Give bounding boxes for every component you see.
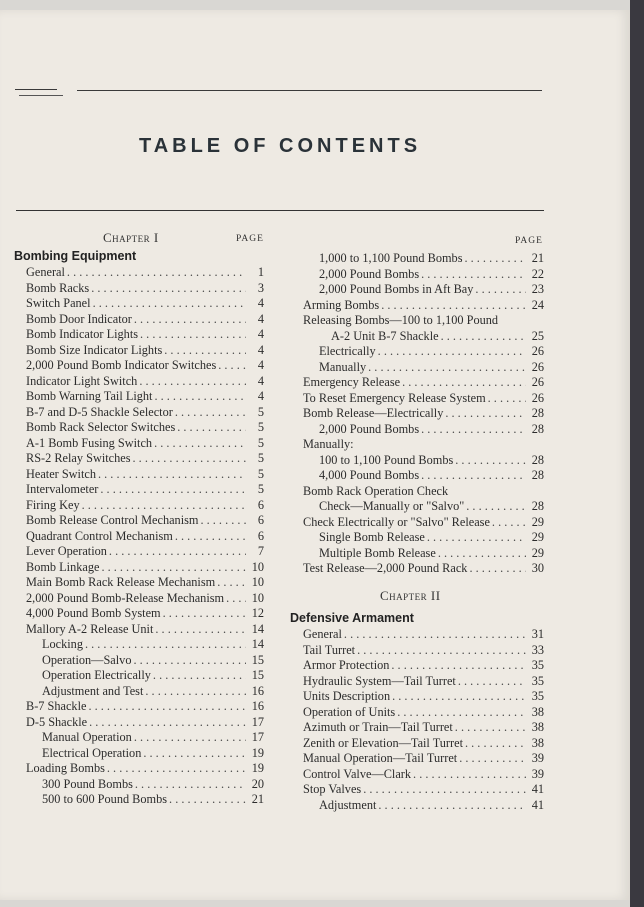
dot-leader: [135, 777, 246, 793]
section-heading: Bombing Equipment: [14, 249, 137, 263]
dot-leader: [143, 746, 246, 762]
toc-entry: [303, 515, 544, 531]
toc-entry: [26, 699, 264, 715]
toc-entry: [303, 546, 544, 562]
divider-rule: [16, 210, 544, 211]
dot-leader: [455, 453, 526, 469]
dot-leader: [169, 792, 246, 808]
toc-entry-title: 2,000 Pound Bombs in Aft Bay: [319, 282, 474, 296]
toc-entry: [26, 746, 264, 762]
toc-entry-title: Test Release—2,000 Pound Rack: [303, 561, 468, 575]
section-heading: Defensive Armament: [290, 611, 414, 625]
toc-entry-title: Bomb Rack Selector Switches: [26, 420, 176, 434]
toc-entry-page: 10: [251, 590, 264, 605]
toc-entry-title: Electrically: [319, 344, 376, 358]
toc-entry-page: 16: [251, 699, 264, 713]
toc-entry-title: Quadrant Control Mechanism: [26, 528, 173, 543]
toc-entry-title: Locking: [42, 637, 83, 651]
toc-entry-title: RS-2 Relay Switches: [26, 451, 131, 465]
toc-entry-page: 4: [257, 342, 264, 357]
book-spine: [630, 0, 644, 907]
toc-entry-title: 100 to 1,100 Pound Bombs: [319, 452, 454, 467]
toc-entry-page: 25: [531, 328, 544, 343]
top-rule: [19, 95, 63, 96]
dot-leader: [82, 498, 246, 514]
toc-entry-page: 17: [251, 730, 264, 744]
dot-leader: [133, 653, 246, 669]
toc-entry: [26, 281, 264, 297]
toc-entry: [26, 792, 264, 808]
toc-entry-title: D-5 Shackle: [26, 714, 88, 729]
toc-entry: [26, 343, 264, 359]
toc-entry-title: Multiple Bomb Release: [319, 545, 436, 560]
toc-entry: [303, 360, 544, 376]
dot-leader: [175, 529, 246, 545]
book-page: [0, 10, 630, 900]
dot-leader: [466, 499, 526, 515]
toc-entry-page: 10: [251, 559, 264, 574]
toc-entry-page: 4: [257, 358, 264, 372]
dot-leader: [392, 689, 526, 705]
toc-entry-page: 4: [257, 296, 264, 310]
toc-entry: [303, 674, 544, 690]
toc-entry-page: 33: [531, 642, 544, 657]
toc-entry-page: 16: [251, 683, 264, 698]
dot-leader: [177, 420, 246, 436]
toc-entry-title: Emergency Release: [303, 375, 401, 389]
dot-leader: [459, 751, 526, 767]
toc-entry-title: Hydraulic System—Tail Turret: [303, 673, 456, 688]
toc-entry-page: 20: [251, 776, 264, 791]
toc-entry-title: Operation Electrically: [42, 668, 151, 682]
toc-entry: [303, 720, 544, 736]
toc-entry-title: Main Bomb Rack Release Mechanism: [26, 575, 216, 589]
toc-entry-page: 15: [251, 668, 264, 682]
dot-leader: [402, 375, 526, 391]
toc-entry: [26, 265, 264, 281]
toc-entry: [26, 436, 264, 452]
dot-leader: [154, 389, 246, 405]
toc-entry-title: 2,000 Pound Bombs: [319, 421, 420, 436]
toc-entry-title: Check Electrically or "Salvo" Release: [303, 514, 490, 529]
toc-entry: [303, 627, 544, 643]
toc-entry: [303, 298, 544, 314]
toc-entry: [26, 374, 264, 390]
dot-leader: [133, 451, 246, 467]
toc-entry-title: B-7 Shackle: [26, 699, 87, 713]
toc-entry: [26, 622, 264, 638]
toc-entry-title: Bomb Release Control Mechanism: [26, 513, 199, 527]
toc-entry-page: 38: [531, 720, 544, 734]
toc-entry: [303, 344, 544, 360]
toc-entry: [26, 653, 264, 669]
dot-leader: [100, 482, 246, 498]
dot-leader: [469, 561, 526, 577]
toc-entry-title: Operation—Salvo: [42, 652, 132, 667]
toc-entry-page: 28: [531, 421, 544, 436]
toc-entry-page: 14: [251, 637, 264, 651]
toc-entry: [26, 637, 264, 653]
dot-leader: [455, 720, 526, 736]
toc-entry-page: 31: [531, 627, 544, 641]
toc-entry-title: 300 Pound Bombs: [42, 776, 133, 791]
dot-leader: [107, 761, 246, 777]
dot-leader: [93, 296, 246, 312]
toc-entry-title: 1,000 to 1,100 Pound Bombs: [319, 251, 463, 265]
toc-entry-page: 39: [531, 751, 544, 765]
dot-leader: [98, 467, 246, 483]
toc-entry-title: Units Description: [303, 689, 391, 703]
toc-entry-page: 22: [531, 266, 544, 281]
toc-entry-page: 26: [531, 375, 544, 389]
toc-entry: [26, 684, 264, 700]
toc-entry-page: 7: [257, 544, 264, 558]
page-column-label: PAGE: [236, 234, 264, 244]
dot-leader: [488, 391, 526, 407]
top-rule: [77, 90, 542, 91]
toc-entry-title: General: [303, 627, 342, 641]
toc-entry-page: 5: [257, 435, 264, 450]
toc-entry-title: 4,000 Pound Bombs: [319, 468, 420, 482]
toc-entry-page: 21: [251, 792, 264, 806]
dot-leader: [445, 406, 526, 422]
toc-entry: [26, 296, 264, 312]
dot-leader: [421, 267, 526, 283]
toc-entry-title: Firing Key: [26, 497, 80, 512]
toc-entry-title: Armor Protection: [303, 658, 390, 672]
toc-entry-title: B-7 and D-5 Shackle Selector: [26, 404, 173, 419]
toc-entry: [303, 751, 544, 767]
toc-entry: [26, 451, 264, 467]
toc-entry-page: 28: [531, 406, 544, 420]
toc-entry-page: 41: [531, 782, 544, 796]
toc-entry-page: 29: [531, 545, 544, 560]
dot-leader: [153, 668, 246, 684]
toc-entry: [26, 513, 264, 529]
dot-leader: [363, 782, 526, 798]
dot-leader: [226, 591, 246, 607]
toc-entry-title: Loading Bombs: [26, 761, 105, 775]
toc-entry: [303, 251, 544, 267]
dot-leader: [344, 627, 526, 643]
toc-entry: [303, 437, 544, 453]
toc-entry-title: Operation of Units: [303, 704, 396, 719]
toc-entry: [26, 498, 264, 514]
toc-entry: [303, 453, 544, 469]
toc-entry-title: Heater Switch: [26, 466, 96, 481]
toc-entry: [303, 468, 544, 484]
toc-entry: [303, 705, 544, 721]
toc-entry: [26, 575, 264, 591]
toc-entry-page: 35: [531, 689, 544, 703]
toc-entry-page: 26: [531, 359, 544, 374]
toc-entry: [26, 358, 264, 374]
toc-right-column-2: [303, 627, 544, 813]
toc-entry-page: 3: [257, 280, 264, 295]
dot-leader: [492, 515, 526, 531]
toc-entry-page: 4: [257, 373, 264, 388]
toc-entry-page: 5: [257, 420, 264, 434]
top-rule: [15, 89, 57, 90]
toc-entry-title: Manual Operation: [42, 730, 132, 744]
toc-entry-page: 15: [251, 652, 264, 667]
toc-entry-title: 2,000 Pound Bomb Indicator Switches: [26, 358, 217, 372]
toc-entry-page: 5: [257, 451, 264, 465]
toc-entry: [303, 643, 544, 659]
toc-entry-page: 12: [251, 606, 264, 620]
toc-entry-title: Control Valve—Clark: [303, 766, 412, 781]
toc-entry-title: Adjustment: [319, 797, 377, 812]
toc-entry: [303, 782, 544, 798]
dot-leader: [163, 606, 246, 622]
toc-entry-title: Tail Turret: [303, 642, 356, 657]
page-column-label: PAGE: [515, 236, 543, 246]
toc-entry-page: 19: [251, 761, 264, 775]
toc-entry: [303, 282, 544, 298]
dot-leader: [421, 468, 526, 484]
toc-entry-title: Lever Operation: [26, 544, 107, 558]
toc-entry-page: 26: [531, 344, 544, 358]
toc-right-column: [303, 251, 544, 577]
toc-entry-page: 4: [257, 311, 264, 326]
dot-leader: [391, 658, 526, 674]
dot-leader: [465, 736, 526, 752]
toc-entry: [26, 715, 264, 731]
toc-entry-title: Bomb Rack Operation Check: [303, 483, 449, 498]
dot-leader: [441, 329, 526, 345]
toc-entry: [303, 499, 544, 515]
dot-leader: [109, 544, 246, 560]
toc-entry-title: 500 to 600 Pound Bombs: [42, 792, 168, 806]
dot-leader: [397, 705, 526, 721]
dot-leader: [378, 344, 526, 360]
toc-entry-title: Bomb Warning Tail Light: [26, 389, 153, 403]
toc-entry-title: Bomb Racks: [26, 280, 90, 295]
toc-left-column: [26, 265, 264, 808]
dot-leader: [134, 312, 246, 328]
toc-entry-page: 38: [531, 735, 544, 750]
toc-entry-page: 5: [257, 466, 264, 481]
toc-entry: [26, 777, 264, 793]
toc-entry-page: 19: [251, 745, 264, 760]
dot-leader: [88, 699, 246, 715]
dot-leader: [218, 358, 246, 374]
toc-entry-title: Intervalometer: [26, 482, 99, 496]
toc-entry-title: Check—Manually or "Salvo": [319, 499, 465, 513]
dot-leader: [464, 251, 526, 267]
toc-entry-title: Arming Bombs: [303, 297, 380, 312]
toc-entry: [303, 798, 544, 814]
dot-leader: [134, 730, 246, 746]
toc-entry-page: 35: [531, 658, 544, 672]
toc-entry-page: 26: [531, 390, 544, 405]
dot-leader: [217, 575, 246, 591]
dot-leader: [145, 684, 246, 700]
toc-entry: [26, 730, 264, 746]
dot-leader: [413, 767, 526, 783]
dot-leader: [200, 513, 246, 529]
toc-entry-page: 23: [531, 282, 544, 296]
toc-entry-page: 5: [257, 482, 264, 496]
toc-entry: [26, 668, 264, 684]
toc-entry-title: Azimuth or Train—Tail Turret: [303, 720, 453, 734]
dot-leader: [89, 715, 246, 731]
toc-entry-title: Manually:: [303, 437, 354, 451]
toc-entry-page: 6: [257, 497, 264, 512]
dot-leader: [378, 798, 526, 814]
toc-entry-title: A-1 Bomb Fusing Switch: [26, 435, 153, 450]
toc-entry-title: Indicator Light Switch: [26, 373, 138, 388]
toc-entry: [26, 405, 264, 421]
dot-leader: [91, 281, 246, 297]
toc-entry-title: Zenith or Elevation—Tail Turret: [303, 735, 463, 750]
toc-entry-title: A-2 Unit B-7 Shackle: [331, 328, 439, 343]
toc-entry-page: 28: [531, 468, 544, 482]
dot-leader: [101, 560, 246, 576]
toc-entry-title: Bomb Size Indicator Lights: [26, 342, 163, 357]
dot-leader: [357, 643, 526, 659]
toc-entry-page: 38: [531, 704, 544, 719]
toc-entry: [303, 329, 544, 345]
toc-entry-page: 30: [531, 561, 544, 575]
toc-entry: [26, 761, 264, 777]
dot-leader: [155, 622, 246, 638]
toc-entry: [303, 391, 544, 407]
toc-entry-page: 35: [531, 673, 544, 688]
toc-entry-page: 10: [251, 575, 264, 589]
toc-entry: [26, 544, 264, 560]
dot-leader: [458, 674, 526, 690]
toc-entry-page: 14: [251, 621, 264, 636]
toc-entry-title: Single Bomb Release: [319, 530, 425, 544]
toc-entry: [303, 767, 544, 783]
toc-entry-title: Electrical Operation: [42, 745, 142, 760]
toc-entry-page: 29: [531, 514, 544, 529]
dot-leader: [381, 298, 526, 314]
toc-entry-page: 6: [257, 528, 264, 543]
toc-entry: [26, 529, 264, 545]
page-title: TABLE OF CONTENTS: [138, 135, 422, 157]
toc-entry: [26, 420, 264, 436]
toc-entry: [26, 606, 264, 622]
toc-entry: [303, 689, 544, 705]
toc-entry-title: 4,000 Pound Bomb System: [26, 606, 161, 620]
toc-entry: [26, 389, 264, 405]
toc-entry-page: 4: [257, 389, 264, 403]
toc-entry-title: To Reset Emergency Release System: [303, 390, 486, 405]
dot-leader: [67, 265, 246, 281]
toc-entry-page: 29: [531, 530, 544, 544]
toc-entry: [303, 313, 544, 329]
toc-entry-page: 28: [531, 499, 544, 513]
toc-entry-title: Manually: [319, 359, 367, 374]
toc-entry: [26, 327, 264, 343]
toc-entry: [303, 658, 544, 674]
toc-entry: [303, 736, 544, 752]
toc-entry: [303, 406, 544, 422]
toc-entry-title: 2,000 Pound Bomb-Release Mechanism: [26, 590, 225, 605]
dot-leader: [139, 374, 246, 390]
toc-entry-title: 2,000 Pound Bombs: [319, 266, 420, 281]
toc-entry-page: 6: [257, 513, 264, 527]
dot-leader: [140, 327, 246, 343]
toc-entry-page: 1: [257, 265, 264, 279]
toc-entry: [303, 530, 544, 546]
toc-entry-title: Bomb Linkage: [26, 559, 100, 574]
toc-entry-page: 21: [531, 251, 544, 265]
toc-entry: [26, 560, 264, 576]
toc-entry: [26, 312, 264, 328]
dot-leader: [421, 422, 526, 438]
toc-entry: [303, 561, 544, 577]
toc-entry-title: Manual Operation—Tail Turret: [303, 751, 458, 765]
toc-entry-page: 5: [257, 404, 264, 419]
toc-entry-page: 28: [531, 452, 544, 467]
toc-entry-title: Mallory A-2 Release Unit: [26, 621, 154, 636]
toc-entry-page: 4: [257, 327, 264, 341]
chapter-heading: Chapter II: [380, 588, 441, 603]
toc-entry: [26, 482, 264, 498]
toc-entry: [303, 267, 544, 283]
dot-leader: [427, 530, 526, 546]
toc-entry-page: 39: [531, 766, 544, 781]
toc-entry-title: Adjustment and Test: [42, 683, 144, 698]
toc-entry-title: Stop Valves: [303, 782, 362, 796]
dot-leader: [154, 436, 246, 452]
toc-entry: [303, 484, 544, 500]
toc-entry: [303, 375, 544, 391]
dot-leader: [475, 282, 526, 298]
toc-entry-title: Releasing Bombs—100 to 1,100 Pound: [303, 313, 499, 327]
toc-entry-title: General: [26, 265, 65, 279]
dot-leader: [85, 637, 246, 653]
dot-leader: [175, 405, 246, 421]
toc-entry-title: Switch Panel: [26, 296, 91, 310]
dot-leader: [164, 343, 246, 359]
toc-entry-title: Bomb Indicator Lights: [26, 327, 139, 341]
toc-entry-title: Bomb Release—Electrically: [303, 406, 444, 420]
toc-entry-page: 41: [531, 797, 544, 812]
chapter-heading: Chapter I: [103, 230, 159, 245]
toc-entry-page: 24: [531, 297, 544, 312]
dot-leader: [438, 546, 526, 562]
toc-entry-title: Bomb Door Indicator: [26, 311, 132, 326]
dot-leader: [368, 360, 526, 376]
toc-entry-page: 17: [251, 714, 264, 729]
toc-entry: [26, 591, 264, 607]
toc-entry: [303, 422, 544, 438]
toc-entry: [26, 467, 264, 483]
